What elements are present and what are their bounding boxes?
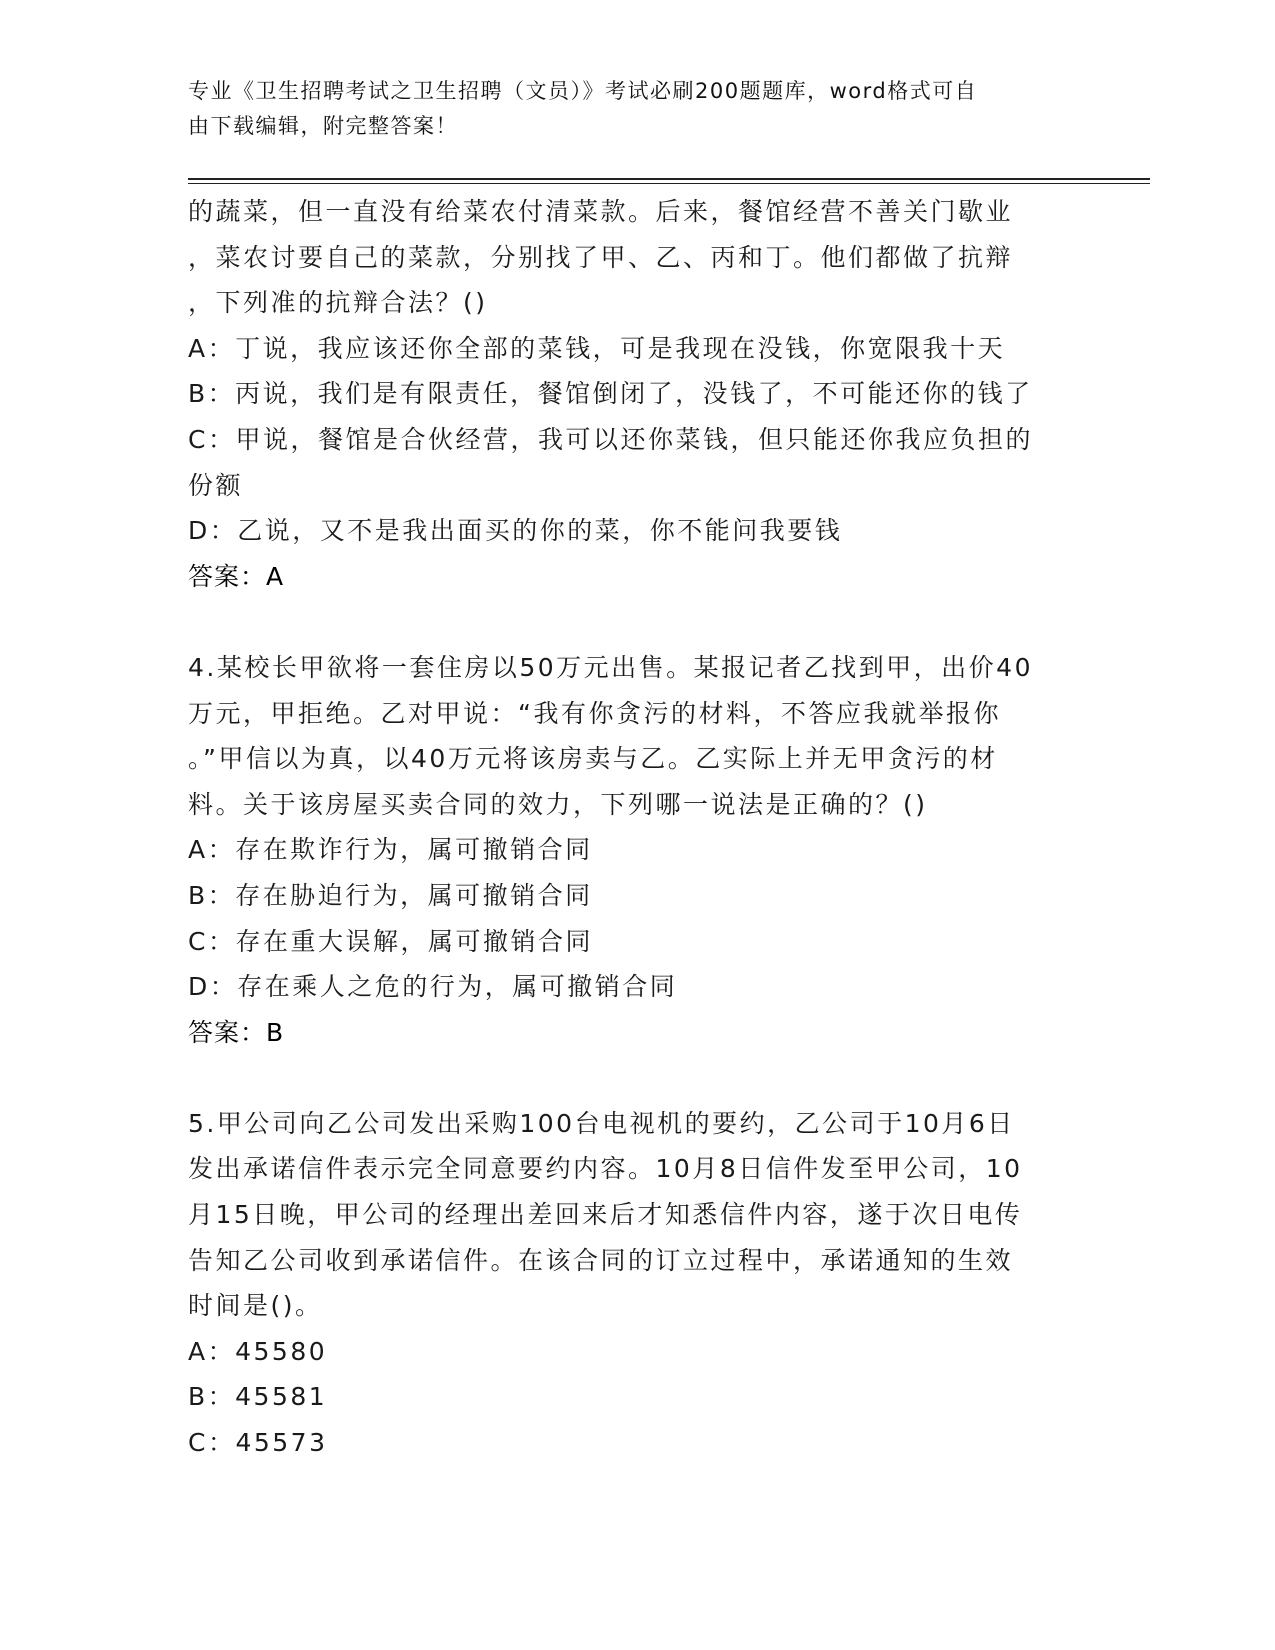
option-b: B：存在胁迫行为，属可撤销合同 xyxy=(188,880,593,910)
question-text-line: 的蔬菜，但一直没有给菜农付清菜款。后来，餐馆经营不善关门歇业 xyxy=(188,197,1014,226)
header-line-1: 专业《卫生招聘考试之卫生招聘（文员）》考试必刷200题题库，word格式可自 xyxy=(188,79,978,103)
header-divider-thick xyxy=(188,178,1150,180)
option-a: A：存在欺诈行为，属可撤销合同 xyxy=(188,835,593,865)
answer-label: 答案：B xyxy=(188,1017,285,1047)
header-line-2: 由下载编辑，附完整答案！ xyxy=(188,114,458,138)
question-5 xyxy=(188,1101,1088,1466)
question-text-line: 4.某校长甲欲将一套住房以50万元出售。某报记者乙找到甲，出价40 xyxy=(188,652,1033,682)
question-3 xyxy=(188,189,1088,599)
option-a: A：丁说，我应该还你全部的菜钱，可是我现在没钱，你宽限我十天 xyxy=(188,333,1006,363)
question-text-line: 。”甲信以为真，以40万元将该房卖与乙。乙实际上并无甲贪污的材 xyxy=(188,744,998,774)
question-text-line: 万元，甲拒绝。乙对甲说：“我有你贪污的材料，不答应我就举报你 xyxy=(188,698,1001,728)
option-c: C：45573 xyxy=(188,1428,328,1458)
question-text-line: 5.甲公司向乙公司发出采购100台电视机的要约，乙公司于10月6日 xyxy=(188,1108,1015,1138)
spacer xyxy=(188,599,1088,645)
option-a: A：45580 xyxy=(188,1336,328,1366)
question-4 xyxy=(188,645,1088,1055)
question-text-line: ，菜农讨要自己的菜款，分别找了甲、乙、丙和丁。他们都做了抗辩 xyxy=(188,242,1014,272)
answer-label: 答案：A xyxy=(188,561,285,591)
question-text-line: 时间是()。 xyxy=(188,1291,323,1321)
question-text-line: 发出承诺信件表示完全同意要约内容。10月8日信件发至甲公司，10 xyxy=(188,1154,1023,1184)
question-text-line: 告知乙公司收到承诺信件。在该合同的订立过程中，承诺通知的生效 xyxy=(188,1245,1014,1275)
option-c-continued: 份额 xyxy=(188,470,244,500)
question-text-line: ，下列准的抗辩合法？() xyxy=(188,288,488,318)
spacer xyxy=(188,1055,1088,1101)
option-d: D：乙说，又不是我出面买的你的菜，你不能问我要钱 xyxy=(188,516,843,546)
option-b: B：丙说，我们是有限责任，餐馆倒闭了，没钱了，不可能还你的钱了 xyxy=(188,379,1033,409)
question-text-line: 月15日晚，甲公司的经理出差回来后才知悉信件内容，遂于次日电传 xyxy=(188,1200,1023,1230)
document-header xyxy=(188,74,1078,144)
question-text-line: 料。关于该房屋买卖合同的效力，下列哪一说法是正确的？() xyxy=(188,789,928,819)
option-c: C：甲说，餐馆是合伙经营，我可以还你菜钱，但只能还你我应负担的 xyxy=(188,424,1033,454)
option-b: B：45581 xyxy=(188,1382,328,1412)
header-divider-thin xyxy=(188,183,1150,184)
option-c: C：存在重大误解，属可撤销合同 xyxy=(188,926,593,956)
option-d: D：存在乘人之危的行为，属可撤销合同 xyxy=(188,972,678,1002)
document-body xyxy=(188,189,1088,1466)
